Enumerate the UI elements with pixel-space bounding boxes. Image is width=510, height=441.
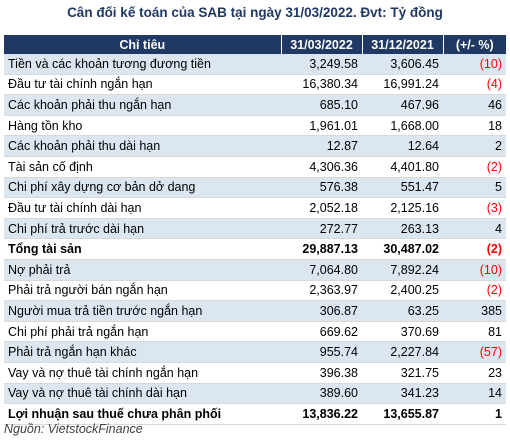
row-label: Chi phí phải trả ngắn hạn	[4, 321, 281, 342]
row-value-2021: 16,991.24	[362, 74, 443, 95]
row-value-2022: 4,306.36	[281, 156, 362, 177]
row-label: Người mua trả tiền trước ngắn hạn	[4, 301, 281, 322]
row-value-2022: 7,064.80	[281, 259, 362, 280]
row-change: (10)	[443, 259, 506, 280]
table-row	[4, 301, 506, 322]
row-value-2022: 576.38	[281, 177, 362, 198]
row-label: Tổng tài sản	[4, 239, 281, 260]
table-row	[4, 383, 506, 404]
row-label: Đầu tư tài chính dài hạn	[4, 198, 281, 219]
row-change: 81	[443, 321, 506, 342]
row-value-2021: 321.75	[362, 362, 443, 383]
row-label: Vay và nợ thuê tài chính dài hạn	[4, 383, 281, 404]
row-change: 14	[443, 383, 506, 404]
row-value-2022: 2,052.18	[281, 198, 362, 219]
row-change: 385	[443, 301, 506, 322]
row-change: (2)	[443, 156, 506, 177]
row-label: Các khoản phải thu dài hạn	[4, 136, 281, 157]
row-change: (57)	[443, 342, 506, 363]
row-value-2022: 669.62	[281, 321, 362, 342]
row-label: Lợi nhuận sau thuế chưa phân phối	[4, 404, 281, 425]
row-value-2021: 4,401.80	[362, 156, 443, 177]
row-value-2021: 7,892.24	[362, 259, 443, 280]
row-change: (2)	[443, 280, 506, 301]
row-value-2021: 467.96	[362, 95, 443, 116]
row-value-2022: 396.38	[281, 362, 362, 383]
table-row	[4, 218, 506, 239]
table-row	[4, 259, 506, 280]
row-change: (4)	[443, 74, 506, 95]
table-row	[4, 198, 506, 219]
table-row	[4, 74, 506, 95]
row-label: Vay và nợ thuê tài chính ngắn hạn	[4, 362, 281, 383]
row-value-2021: 2,125.16	[362, 198, 443, 219]
row-value-2021: 341.23	[362, 383, 443, 404]
row-label: Hàng tồn kho	[4, 115, 281, 136]
row-label: Tiền và các khoản tương đương tiền	[4, 54, 281, 74]
header-change: (+/- %)	[443, 35, 506, 54]
row-change: 5	[443, 177, 506, 198]
row-label: Đầu tư tài chính ngắn hạn	[4, 74, 281, 95]
header-item: Chỉ tiêu	[4, 35, 281, 54]
header-col1: 31/03/2022	[281, 35, 362, 54]
row-change: 1	[443, 404, 506, 425]
row-value-2021: 1,668.00	[362, 115, 443, 136]
row-value-2022: 16,380.34	[281, 74, 362, 95]
table-row	[4, 280, 506, 301]
table-row-total-assets	[4, 239, 506, 260]
row-change: 23	[443, 362, 506, 383]
header-col2: 31/12/2021	[362, 35, 443, 54]
row-value-2021: 30,487.02	[362, 239, 443, 260]
table-row	[4, 136, 506, 157]
row-value-2021: 2,400.25	[362, 280, 443, 301]
row-change: (2)	[443, 239, 506, 260]
row-value-2021: 2,227.84	[362, 342, 443, 363]
source-note: Nguồn: VietstockFinance	[4, 422, 143, 436]
row-value-2022: 685.10	[281, 95, 362, 116]
table-row	[4, 342, 506, 363]
table-row	[4, 115, 506, 136]
row-value-2021: 63.25	[362, 301, 443, 322]
balance-sheet-table	[4, 35, 506, 425]
table-title: Cân đối kế toán của SAB tại ngày 31/03/2022. Đvt: Tỷ đồng	[67, 5, 443, 20]
row-label: Các khoản phải thu ngắn hạn	[4, 95, 281, 116]
row-label: Chi phí trả trước dài hạn	[4, 218, 281, 239]
row-value-2022: 2,363.97	[281, 280, 362, 301]
row-value-2022: 3,249.58	[281, 54, 362, 74]
row-label: Nợ phải trả	[4, 259, 281, 280]
row-value-2022: 13,836.22	[281, 404, 362, 425]
row-value-2022: 29,887.13	[281, 239, 362, 260]
row-change: (3)	[443, 198, 506, 219]
row-value-2022: 272.77	[281, 218, 362, 239]
table-row	[4, 362, 506, 383]
header-row	[4, 35, 506, 54]
table-row	[4, 321, 506, 342]
row-change: 2	[443, 136, 506, 157]
row-label: Phải trả ngắn hạn khác	[4, 342, 281, 363]
row-value-2022: 306.87	[281, 301, 362, 322]
row-change: 18	[443, 115, 506, 136]
row-value-2022: 955.74	[281, 342, 362, 363]
table-row	[4, 95, 506, 116]
table-row	[4, 156, 506, 177]
row-value-2021: 263.13	[362, 218, 443, 239]
row-label: Tài sản cố định	[4, 156, 281, 177]
row-value-2021: 551.47	[362, 177, 443, 198]
row-change: (10)	[443, 54, 506, 74]
row-value-2021: 13,655.87	[362, 404, 443, 425]
row-value-2021: 3,606.45	[362, 54, 443, 74]
row-label: Chi phí xây dựng cơ bản dở dang	[4, 177, 281, 198]
row-value-2021: 370.69	[362, 321, 443, 342]
row-change: 4	[443, 218, 506, 239]
row-value-2022: 12.87	[281, 136, 362, 157]
table-row	[4, 177, 506, 198]
row-label: Phải trả người bán ngắn hạn	[4, 280, 281, 301]
row-value-2021: 12.64	[362, 136, 443, 157]
row-value-2022: 1,961.01	[281, 115, 362, 136]
row-value-2022: 389.60	[281, 383, 362, 404]
row-change: 46	[443, 95, 506, 116]
table-row	[4, 54, 506, 74]
